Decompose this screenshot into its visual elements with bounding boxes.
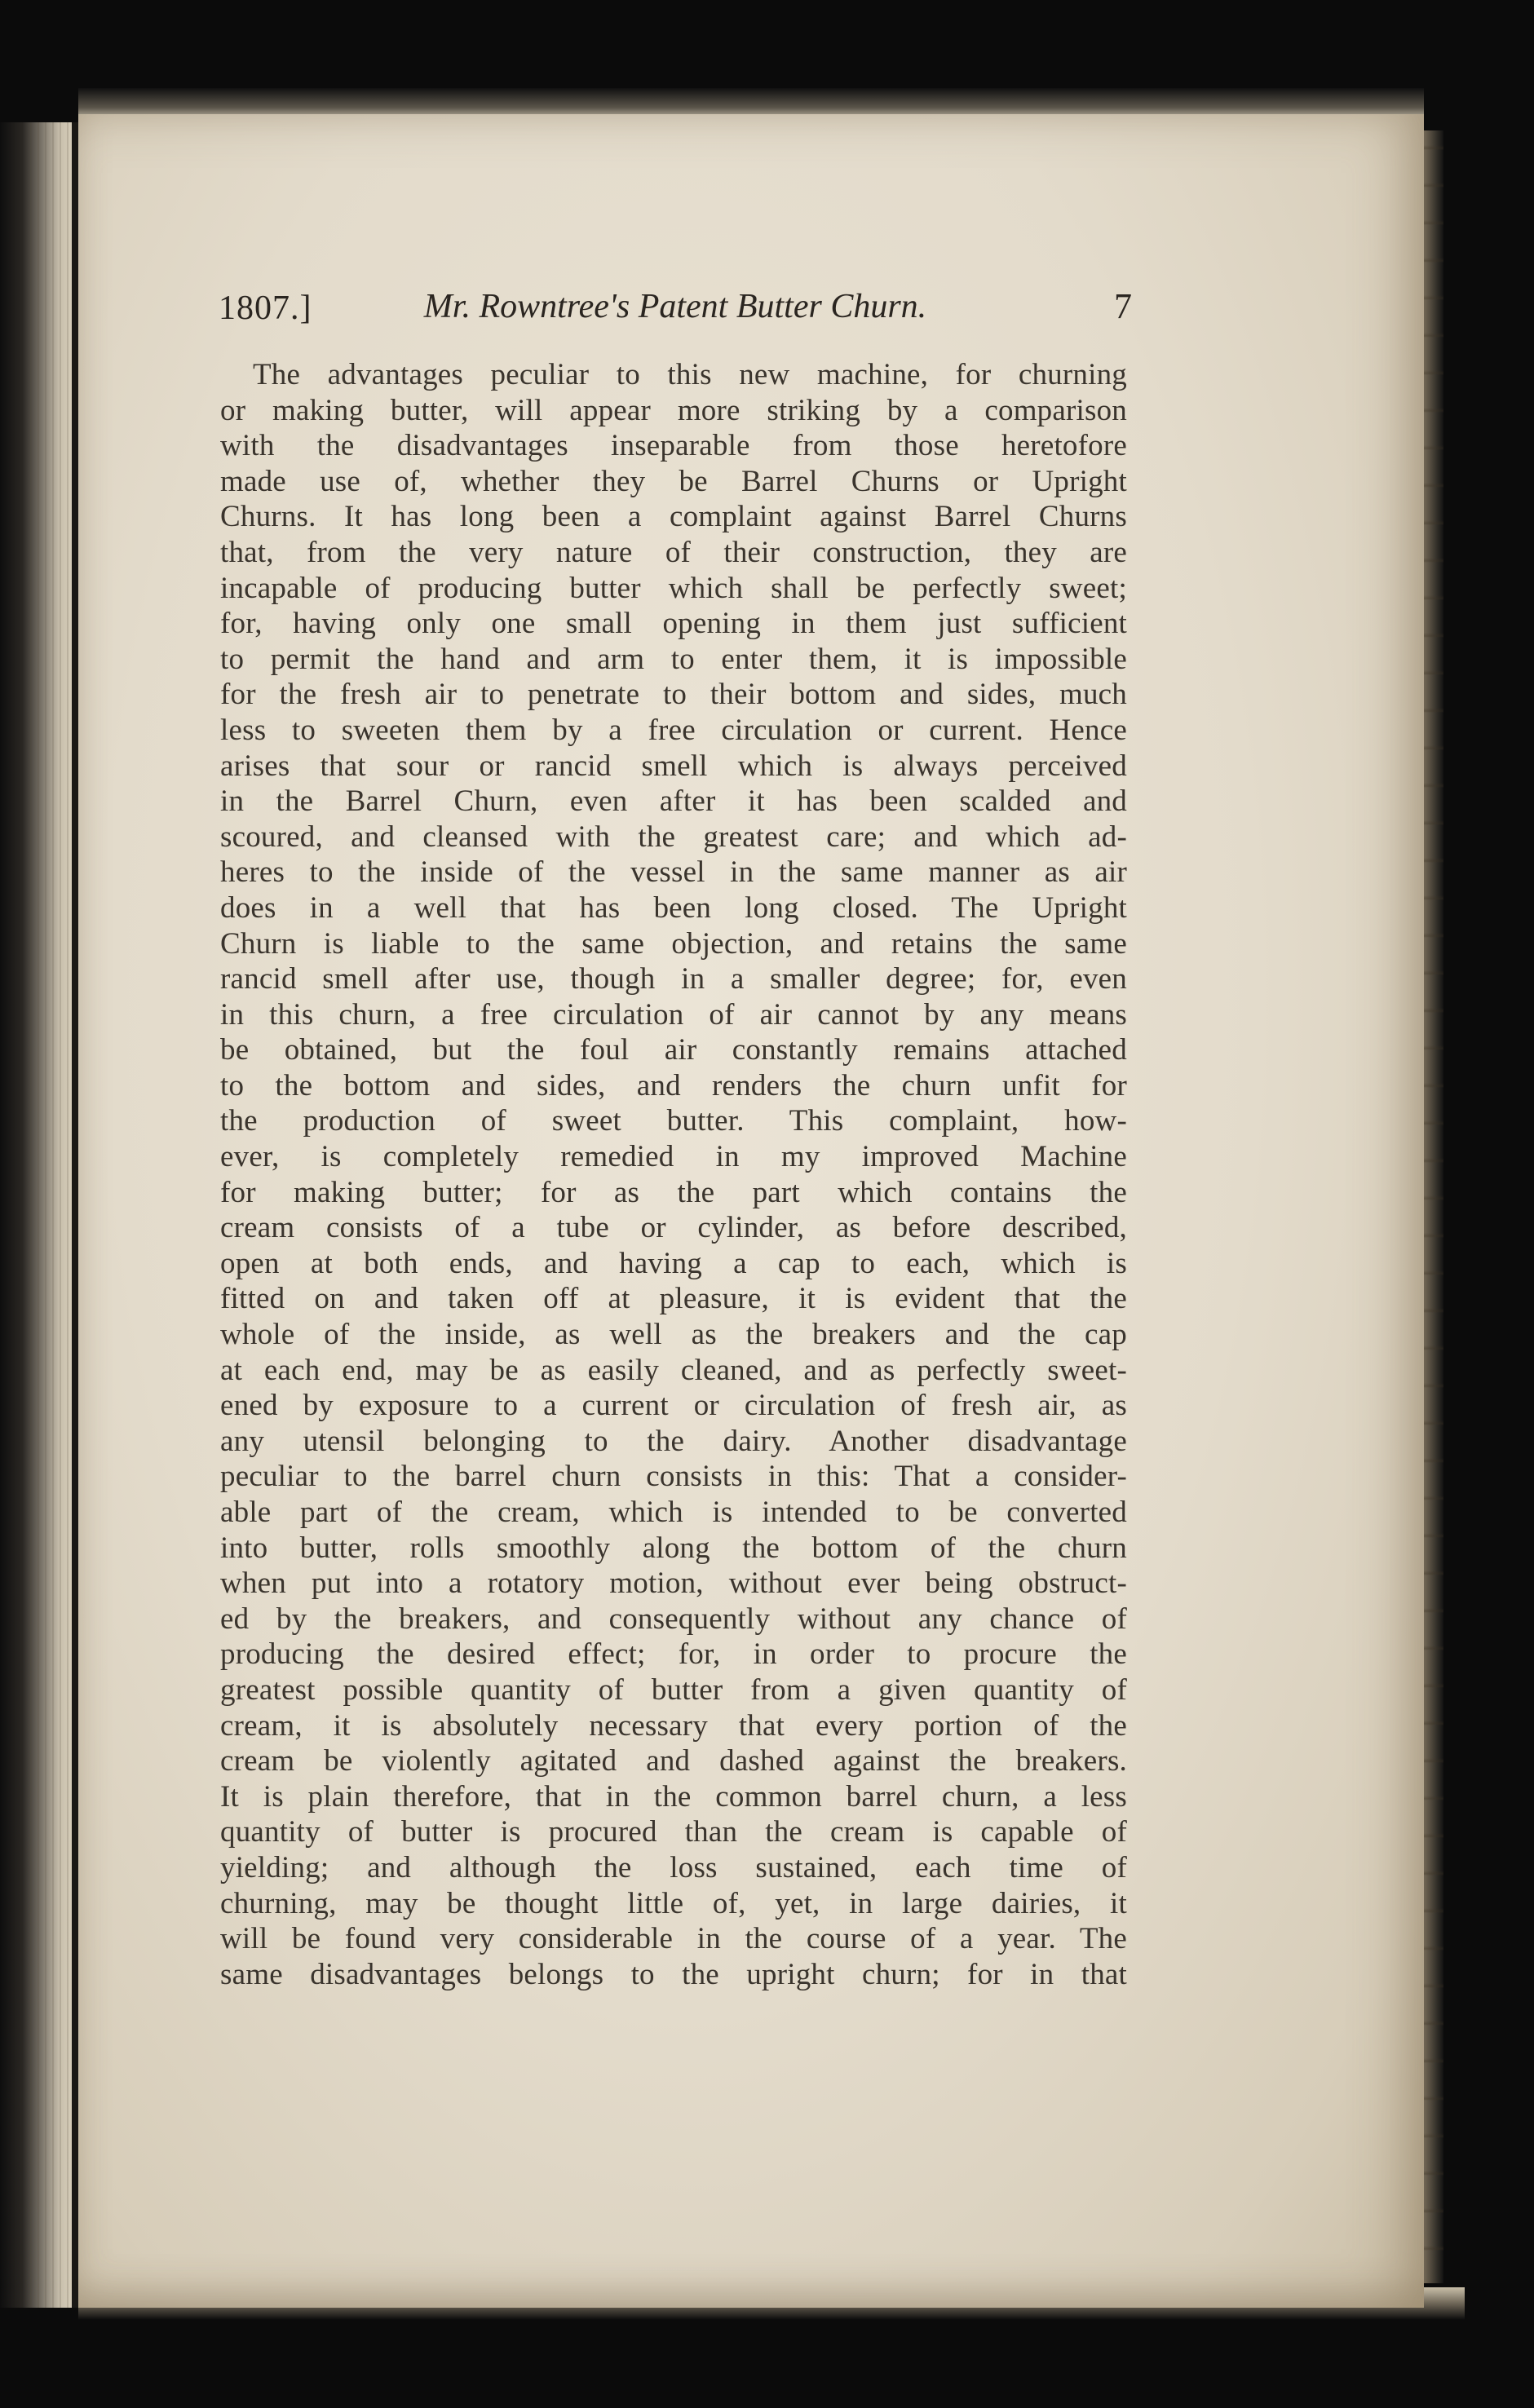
body-text: [220, 357, 1127, 1992]
text-line: for, having only one small opening in them just sufficient: [220, 607, 1127, 641]
running-head-title: Mr. Rowntree's Patent Butter Churn.: [423, 288, 927, 325]
text-line: for making butter; for as the part which contains the: [220, 1175, 1127, 1209]
text-line: open at both ends, and having a cap to each, which is: [220, 1246, 1127, 1280]
text-line: cream consists of a tube or cylinder, as before described,: [220, 1211, 1127, 1245]
text-line: able part of the cream, which is intended to be converted: [220, 1496, 1127, 1529]
text-line: whole of the inside, as well as the breakers and the cap: [220, 1318, 1127, 1352]
text-line: does in a well that has been long closed. The Upright: [220, 890, 1127, 925]
text-line: Churns. It has long been a complaint against Barrel Churns: [220, 500, 1127, 534]
text-line: Churn is liable to the same objection, and retains the same: [220, 926, 1127, 961]
text-line: with the disadvantages inseparable from those heretofore: [220, 429, 1127, 463]
text-line: quantity of butter is procured than the cream is capable of: [220, 1815, 1127, 1849]
text-line: cream, it is absolutely necessary that every portion of the: [220, 1708, 1127, 1743]
text-line: less to sweeten them by a free circulation or current. Hence: [220, 713, 1127, 747]
text-line: that, from the very nature of their construction, they are: [220, 535, 1127, 569]
text-line: fitted on and taken off at pleasure, it is evident that the: [220, 1282, 1127, 1316]
text-line: will be found very considerable in the course of a year. The: [220, 1922, 1127, 1956]
text-line: peculiar to the barrel churn consists in this: That a consider-: [220, 1460, 1127, 1494]
text-line: heres to the inside of the vessel in the same manner as air: [220, 855, 1127, 890]
text-line: churning, may be thought little of, yet, in large dairies, it: [220, 1886, 1127, 1920]
text-line: scoured, and cleansed with the greatest care; and which ad-: [220, 820, 1127, 854]
running-head-year: 1807.]: [219, 289, 312, 327]
text-line: into butter, rolls smoothly along the bottom of the churn: [220, 1531, 1127, 1565]
text-line: any utensil belonging to the dairy. Another disadvantage: [220, 1424, 1127, 1458]
text-line: when put into a rotatory motion, without ever being obstruct-: [220, 1566, 1127, 1601]
text-line: be obtained, but the foul air constantly remains attached: [220, 1033, 1127, 1067]
text-line: cream be violently agitated and dashed against the breakers.: [220, 1744, 1127, 1778]
text-line: the production of sweet butter. This complaint, how-: [220, 1104, 1127, 1138]
text-line: for the fresh air to penetrate to their bottom and sides, much: [220, 678, 1127, 712]
page-number: 7: [1114, 286, 1132, 326]
text-line: at each end, may be as easily cleaned, and as perfectly sweet-: [220, 1353, 1127, 1387]
running-head: [219, 277, 1132, 336]
text-line: in this churn, a free circulation of air cannot by any means: [220, 997, 1127, 1032]
text-line: ever, is completely remedied in my improved Machine: [220, 1140, 1127, 1174]
text-line: It is plain therefore, that in the common barrel churn, a less: [220, 1779, 1127, 1814]
text-line: or making butter, will appear more striking by a comparison: [220, 393, 1127, 427]
text-line: The advantages peculiar to this new machine, for churning: [253, 358, 1127, 391]
text-line: incapable of producing butter which shall be perfectly sweet;: [220, 571, 1127, 605]
text-line: to the bottom and sides, and renders the churn unfit for: [220, 1068, 1127, 1102]
text-line: rancid smell after use, though in a smaller degree; for, even: [220, 962, 1127, 996]
text-line: made use of, whether they be Barrel Churns or Upright: [220, 464, 1127, 498]
text-line: arises that sour or rancid smell which is always perceived: [220, 749, 1127, 783]
text-line: ened by exposure to a current or circulation of fresh air, as: [220, 1389, 1127, 1423]
left-page-leaves: [24, 122, 75, 2308]
text-line: to permit the hand and arm to enter them, it is impossible: [220, 642, 1127, 676]
text-line: yielding; and although the loss sustained, each time of: [220, 1850, 1127, 1884]
text-line: in the Barrel Churn, even after it has been scalded and: [220, 784, 1127, 819]
text-line: producing the desired effect; for, in order to procure the: [220, 1637, 1127, 1672]
text-line: greatest possible quantity of butter from a given quantity of: [220, 1672, 1127, 1707]
text-line: same disadvantages belongs to the upright churn; for in that: [220, 1957, 1127, 1991]
text-line: ed by the breakers, and consequently without any chance of: [220, 1602, 1127, 1636]
